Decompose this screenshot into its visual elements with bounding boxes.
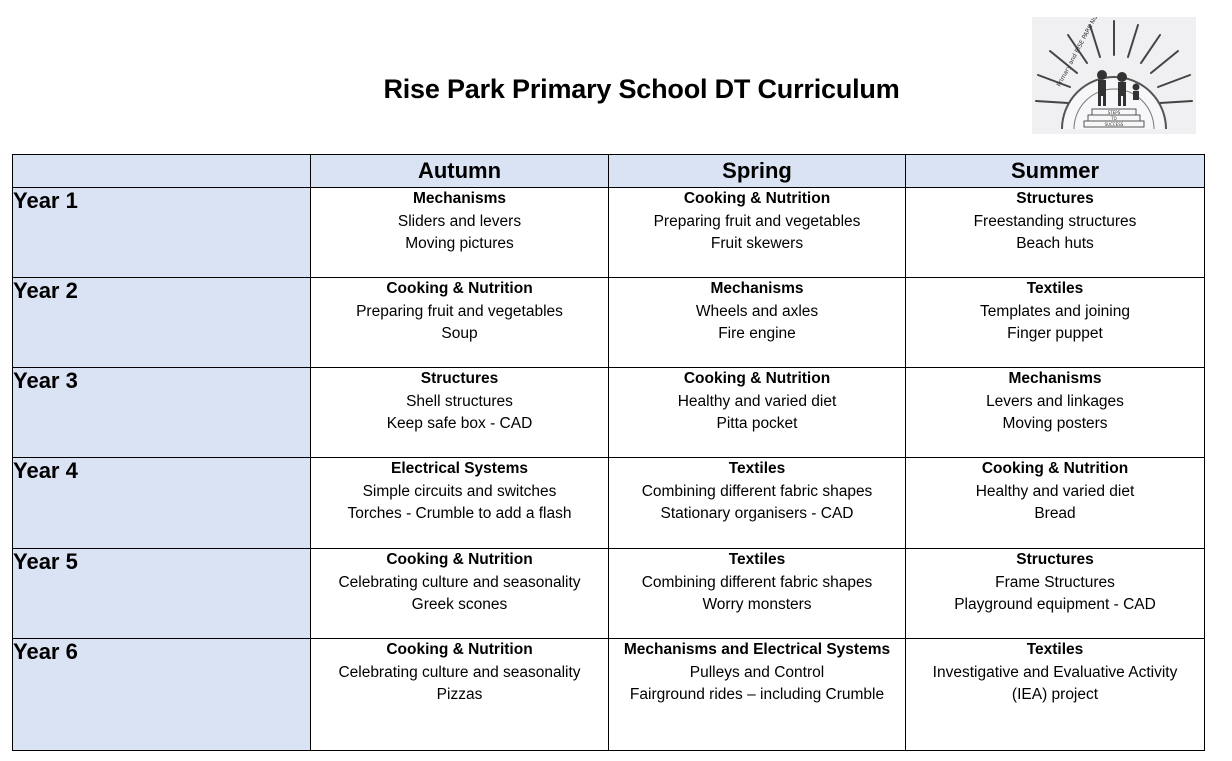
year-label: Year 3 xyxy=(13,368,311,458)
cell-line: Soup xyxy=(441,325,478,342)
cell-line: Combining different fabric shapes xyxy=(641,482,873,500)
curriculum-cell xyxy=(311,458,609,549)
cell-line: Pulleys and Control xyxy=(689,663,825,681)
cell-line: Combining different fabric shapes xyxy=(641,573,873,591)
table-row xyxy=(13,188,1205,278)
cell-line: Healthy and varied diet xyxy=(975,482,1135,500)
cell-line: Sliders and levers xyxy=(397,212,522,230)
topic-title: Mechanisms xyxy=(710,280,804,297)
cell-line: Frame Structures xyxy=(995,573,1115,591)
topic-title: Mechanisms and Electrical Systems xyxy=(623,641,891,658)
curriculum-cell xyxy=(609,368,906,458)
curriculum-cell xyxy=(311,278,609,368)
cell-line: Celebrating culture and seasonality xyxy=(338,573,581,591)
curriculum-cell xyxy=(311,549,609,639)
cell-line: Playground equipment - CAD xyxy=(954,596,1156,613)
cell-line: Moving posters xyxy=(1002,415,1108,432)
cell-line: Wheels and axles xyxy=(695,302,819,320)
page-title: Rise Park Primary School DT Curriculum xyxy=(383,74,900,104)
curriculum-cell xyxy=(906,458,1205,549)
topic-title: Cooking & Nutrition xyxy=(981,460,1129,477)
cell-line: Preparing fruit and vegetables xyxy=(653,212,861,230)
cell-line: Torches - Crumble to add a flash xyxy=(347,505,572,522)
cell-line: Pizzas xyxy=(436,686,483,703)
cell-line: Beach huts xyxy=(1016,235,1094,252)
cell-line: Stationary organisers - CAD xyxy=(660,505,854,522)
topic-title: Textiles xyxy=(1026,641,1084,658)
year-label: Year 4 xyxy=(13,458,311,549)
curriculum-cell xyxy=(311,368,609,458)
year-label: Year 5 xyxy=(13,549,311,639)
year-label: Year 2 xyxy=(13,278,311,368)
cell-line: Fire engine xyxy=(718,325,796,342)
cell-line: Investigative and Evaluative Activity xyxy=(932,663,1178,681)
column-header-summer: Summer xyxy=(906,155,1205,188)
curriculum-cell xyxy=(906,549,1205,639)
topic-title: Mechanisms xyxy=(412,190,507,207)
curriculum-cell xyxy=(906,368,1205,458)
topic-title: Textiles xyxy=(728,460,786,477)
cell-line: Shell structures xyxy=(406,392,513,410)
school-logo xyxy=(1032,17,1196,134)
table-row xyxy=(13,368,1205,458)
topic-title: Cooking & Nutrition xyxy=(683,190,831,207)
curriculum-cell xyxy=(906,278,1205,368)
cell-line: Fruit skewers xyxy=(710,235,804,252)
curriculum-cell xyxy=(609,458,906,549)
topic-title: Cooking & Nutrition xyxy=(386,641,533,658)
header-row xyxy=(13,155,1205,188)
svg-text:TO: TO xyxy=(1111,116,1117,121)
topic-title: Mechanisms xyxy=(1008,370,1102,387)
topic-title: Cooking & Nutrition xyxy=(683,370,831,387)
curriculum-cell xyxy=(609,188,906,278)
cell-line: Freestanding structures xyxy=(973,212,1137,230)
curriculum-cell xyxy=(311,188,609,278)
column-header-spring: Spring xyxy=(609,155,906,188)
year-label: Year 6 xyxy=(13,639,311,751)
cell-line: Preparing fruit and vegetables xyxy=(356,302,563,320)
cell-line: Templates and joining xyxy=(980,302,1130,320)
svg-text:STEPS: STEPS xyxy=(1107,110,1121,115)
curriculum-cell xyxy=(906,639,1205,751)
svg-text:SUCCESS: SUCCESS xyxy=(1104,122,1124,127)
table-row xyxy=(13,458,1205,549)
cell-line: Pitta pocket xyxy=(716,415,798,432)
table-row xyxy=(13,549,1205,639)
topic-title: Electrical Systems xyxy=(390,460,528,477)
cell-line: Simple circuits and switches xyxy=(362,482,557,500)
topic-title: Structures xyxy=(420,370,499,387)
cell-line: Worry monsters xyxy=(702,596,812,613)
cell-line: Bread xyxy=(1034,505,1076,522)
cell-line: Greek scones xyxy=(411,596,508,613)
topic-title: Textiles xyxy=(1026,280,1084,297)
cell-line: Fairground rides – including Crumble xyxy=(629,686,885,703)
curriculum-cell xyxy=(906,188,1205,278)
curriculum-cell xyxy=(311,639,609,751)
topic-title: Cooking & Nutrition xyxy=(386,551,533,568)
header-corner-cell xyxy=(13,155,311,188)
cell-line: Levers and linkages xyxy=(986,392,1124,410)
curriculum-cell xyxy=(609,549,906,639)
cell-line: Keep safe box - CAD xyxy=(386,415,533,432)
topic-title: Structures xyxy=(1016,190,1094,207)
cell-line: Healthy and varied diet xyxy=(677,392,837,410)
cell-line: Moving pictures xyxy=(405,235,514,252)
year-label: Year 1 xyxy=(13,188,311,278)
curriculum-cell xyxy=(609,639,906,751)
table-row xyxy=(13,278,1205,368)
topic-title: Textiles xyxy=(728,551,786,568)
table-row xyxy=(13,639,1205,751)
curriculum-cell xyxy=(609,278,906,368)
topic-title: Cooking & Nutrition xyxy=(386,280,533,297)
curriculum-table xyxy=(12,154,1205,751)
cell-line: Finger puppet xyxy=(1007,325,1103,342)
topic-title: Structures xyxy=(1016,551,1094,568)
column-header-autumn: Autumn xyxy=(311,155,609,188)
cell-line: (IEA) project xyxy=(1011,686,1099,703)
cell-line: Celebrating culture and seasonality xyxy=(338,663,581,681)
